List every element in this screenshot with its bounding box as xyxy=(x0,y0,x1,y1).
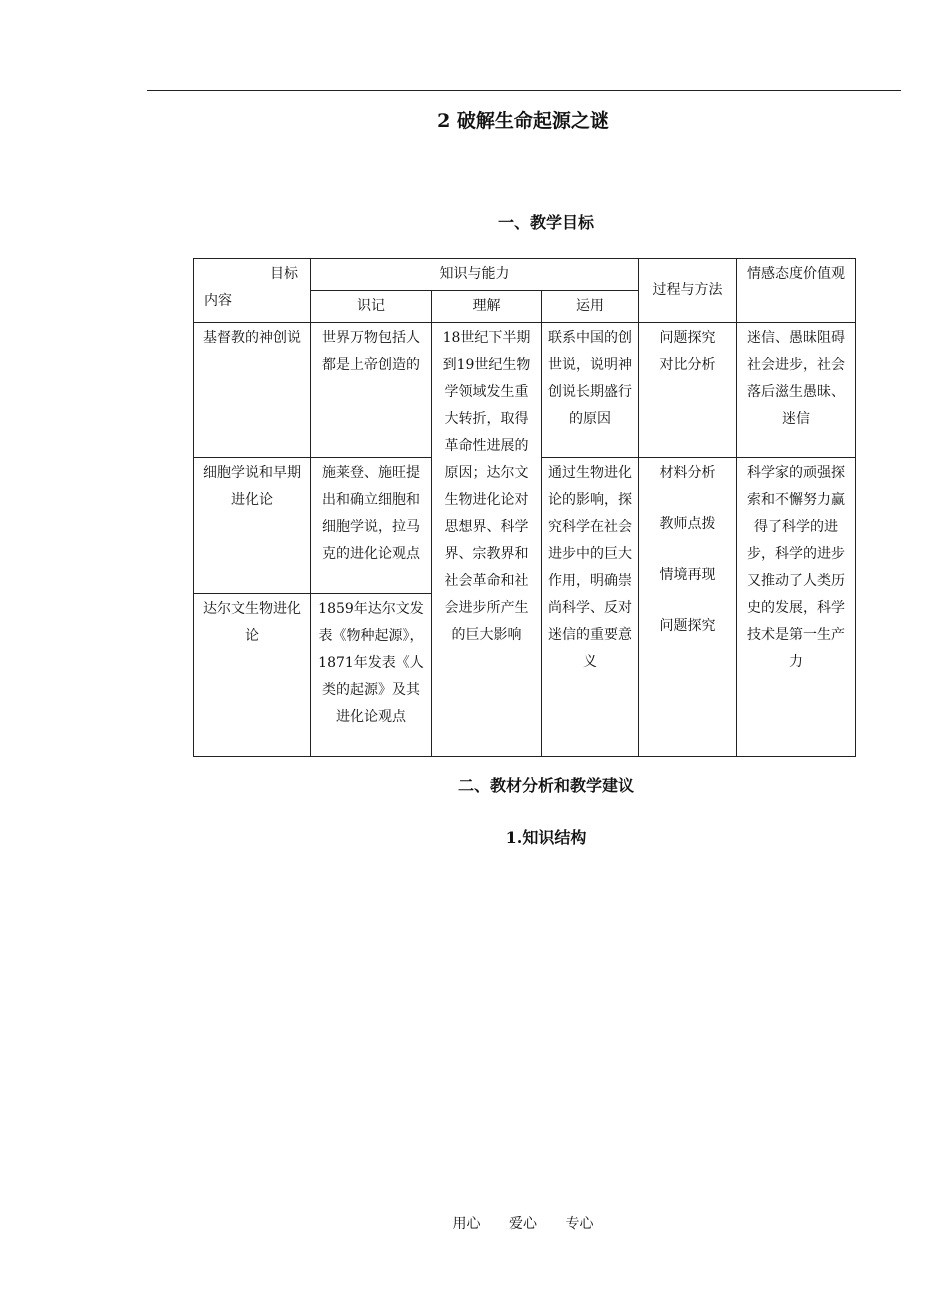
method-item: 问题探究 xyxy=(659,330,716,346)
document-title: 2 破解生命起源之谜 xyxy=(437,110,609,132)
knowledge-ability-header: 知识与能力 xyxy=(311,259,639,291)
emotion-merged-cell: 科学家的顽强探索和不懈努力赢得了科学的进步，科学的进步又推动了人类历史的发展，科学技术是第一生产力 xyxy=(737,458,856,757)
recall-header: 识记 xyxy=(311,291,432,323)
content-cell: 达尔文生物进化论 xyxy=(194,594,311,757)
subsection-heading-knowledge-structure: 1.知识结构 xyxy=(505,828,587,847)
recall-cell: 世界万物包括人都是上帝创造的 xyxy=(311,323,432,458)
header-rule xyxy=(147,90,901,91)
corner-label-goal: 目标 xyxy=(270,266,298,282)
apply-merged-cell: 通过生物进化论的影响，探究科学在社会进步中的巨大作用，明确崇尚科学、反对迷信的重要意义 xyxy=(542,458,639,757)
table-row xyxy=(194,323,856,458)
process-method-header: 过程与方法 xyxy=(639,259,737,323)
section-heading-material-analysis: 二、教材分析和教学建议 xyxy=(457,776,634,795)
recall-cell: 1859年达尔文发表《物种起源》，1871年发表《人类的起源》及其进化论观点 xyxy=(311,594,432,757)
apply-header: 运用 xyxy=(542,291,639,323)
table-header-row xyxy=(194,259,856,291)
method-item: 问题探究 xyxy=(659,618,716,634)
apply-cell: 联系中国的创世说，说明神创说长期盛行的原因 xyxy=(542,323,639,458)
method-item: 情境再现 xyxy=(659,567,716,583)
content-cell: 细胞学说和早期进化论 xyxy=(194,458,311,594)
footer-word: 专心 xyxy=(565,1216,594,1232)
footer-word: 用心 xyxy=(452,1216,481,1232)
understand-header: 理解 xyxy=(432,291,542,323)
method-item: 材料分析 xyxy=(659,465,716,481)
method-item: 教师点拨 xyxy=(659,516,716,532)
method-item: 对比分析 xyxy=(659,357,716,373)
emotion-values-header: 情感态度价值观 xyxy=(737,259,856,323)
footer-word: 爱心 xyxy=(509,1216,537,1232)
corner-header-cell xyxy=(194,259,311,323)
content-cell: 基督教的神创说 xyxy=(194,323,311,458)
page-footer xyxy=(0,1213,950,1233)
emotion-cell: 迷信、愚昧阻碍社会进步，社会落后滋生愚昧、迷信 xyxy=(737,323,856,458)
methods-merged-cell xyxy=(639,458,737,757)
methods-cell xyxy=(639,323,737,458)
understand-merged-cell: 18世纪下半期到19世纪生物学领域发生重大转折，取得革命性进展的原因；达尔文生物进化论对思想界、科学界、宗教界和社会革命和社会进步所产生的巨大影响 xyxy=(432,323,542,757)
teaching-goals-table xyxy=(193,258,856,757)
recall-cell: 施莱登、施旺提出和确立细胞和细胞学说，拉马克的进化论观点 xyxy=(311,458,432,594)
section-heading-teaching-goals: 一、教学目标 xyxy=(497,213,594,232)
corner-label-content: 内容 xyxy=(204,293,232,309)
